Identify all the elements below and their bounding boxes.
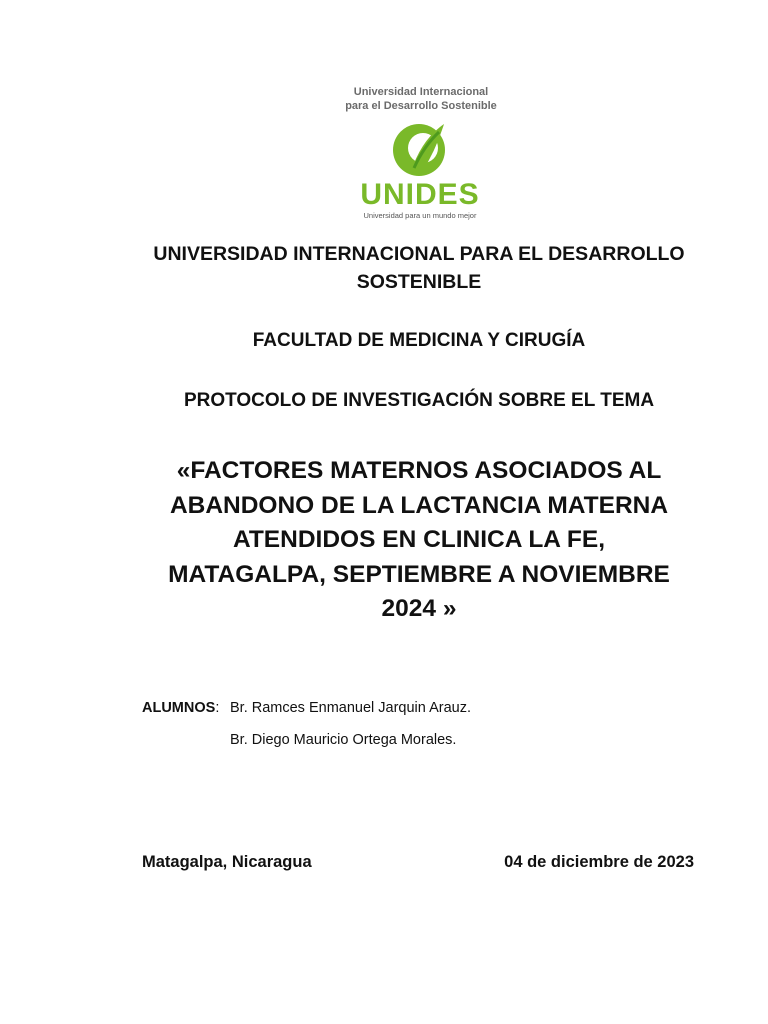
faculty-name: FACULTAD DE MEDICINA Y CIRUGÍA: [252, 330, 586, 351]
topic-line3: ATENDIDOS EN CLINICA LA FE,: [232, 526, 606, 553]
leaf-emblem-icon: [393, 124, 445, 176]
footer-date: 04 de diciembre de 2023: [504, 853, 694, 871]
student-row: [142, 698, 471, 718]
logo-top-line1: Universidad Internacional: [353, 86, 489, 98]
university-name-line2: SOSTENIBLE: [356, 271, 482, 293]
student-name: Br. Ramces Enmanuel Jarquin Arauz.: [230, 700, 471, 716]
students-label-spacer: [142, 730, 230, 750]
logo-top-line2: para el Desarrollo Sostenible: [345, 100, 497, 112]
students-section: [142, 698, 471, 750]
students-label-separator: :: [215, 700, 220, 716]
footer-place: Matagalpa, Nicaragua: [142, 853, 312, 871]
logo-brand: UNIDES: [360, 178, 480, 211]
students-label: ALUMNOS: [142, 700, 216, 716]
student-row: [142, 730, 471, 750]
university-name: [120, 240, 718, 296]
unides-logo-graphic: [326, 82, 516, 224]
protocol-heading: PROTOCOLO DE INVESTIGACIÓN SOBRE EL TEMA: [183, 390, 655, 411]
unides-logo: [326, 82, 516, 224]
research-topic: [110, 454, 728, 627]
topic-line2: ABANDONO DE LA LACTANCIA MATERNA: [169, 491, 669, 519]
student-name: Br. Diego Mauricio Ortega Morales.: [230, 732, 457, 748]
topic-line4: MATAGALPA, SEPTIEMBRE A NOVIEMBRE: [168, 560, 670, 588]
university-name-line1: UNIVERSIDAD INTERNACIONAL PARA EL DESARROLLO: [153, 243, 685, 265]
logo-tagline: Universidad para un mundo mejor: [363, 211, 477, 220]
students-label-cell: [142, 698, 230, 718]
topic-line1: «FACTORES MATERNOS ASOCIADOS AL: [176, 457, 662, 484]
topic-line5: 2024 »: [381, 595, 457, 622]
